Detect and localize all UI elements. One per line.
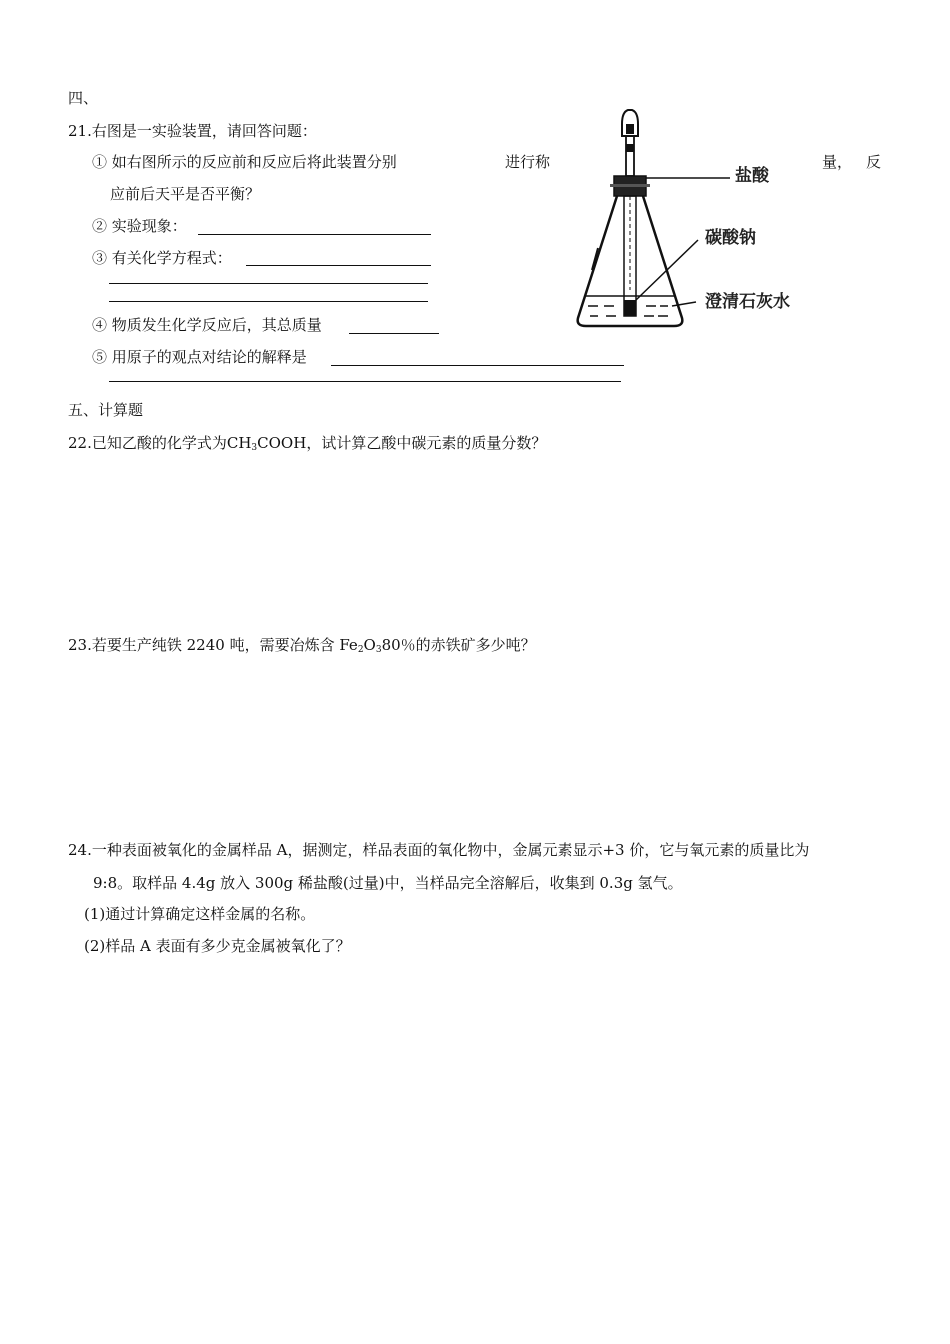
question-21-item-1-part-b: 进行称 xyxy=(505,153,551,171)
question-21-item-1-part-e: 应前后天平是否平衡？ xyxy=(110,185,261,203)
label-sodium-carbonate: 碳酸钠 xyxy=(705,228,756,248)
question-23: 23.若要生产纯铁 2240 吨，需要冶炼含 $Fe_2O_380$％的赤铁矿多少吨？ xyxy=(68,636,536,655)
answer-blank-atomic-explanation-1[interactable] xyxy=(331,365,624,366)
answer-blank-total-mass[interactable] xyxy=(349,333,439,334)
question-24-line-2: 9:8。取样品 4.4g 放入 300g 稀盐酸(过量)中，当样品完全溶解后，收集到 0.3g 氢气。 xyxy=(93,874,683,892)
section-five-title: 五、计算题 xyxy=(68,401,144,419)
question-21-stem: 21.右图是一实验装置，请回答问题： xyxy=(68,122,317,140)
question-21-item-1-part-a: ① 如右图所示的反应前和反应后将此装置分别 xyxy=(92,153,397,171)
question-22: 22.已知乙酸的化学式为$CH_3COOH$，试计算乙酸中碳元素的质量分数？ xyxy=(68,434,547,453)
label-limewater: 澄清石灰水 xyxy=(705,292,790,312)
answer-blank-equation-2[interactable] xyxy=(109,283,428,284)
answer-blank-phenomenon[interactable] xyxy=(198,234,431,235)
label-hydrochloric-acid: 盐酸 xyxy=(735,166,769,186)
section-four-title: 四、 xyxy=(68,89,99,107)
answer-blank-atomic-explanation-2[interactable] xyxy=(109,381,621,382)
question-21-item-4: ④ 物质发生化学反应后，其总质量 xyxy=(92,316,322,334)
question-21-item-1-part-d: 反 xyxy=(866,153,882,171)
question-21-item-5: ⑤ 用原子的观点对结论的解释是 xyxy=(92,348,307,366)
apparatus-figure xyxy=(570,100,820,340)
answer-blank-equation-1[interactable] xyxy=(246,265,431,266)
question-21-item-1-part-c: 量， xyxy=(822,153,853,171)
question-24-sub-2: (2)样品 A 表面有多少克金属被氧化了？ xyxy=(84,937,351,955)
question-24-line-1: 24.一种表面被氧化的金属样品 A，据测定，样品表面的氧化物中，金属元素显示+3 价，它与氧元素的质量比为 xyxy=(68,841,810,859)
question-24-sub-1: (1)通过计算确定这样金属的名称。 xyxy=(84,905,316,923)
question-21-item-2: ② 实验现象： xyxy=(92,217,187,235)
answer-blank-equation-3[interactable] xyxy=(109,301,428,302)
question-21-item-3: ③ 有关化学方程式： xyxy=(92,249,232,267)
